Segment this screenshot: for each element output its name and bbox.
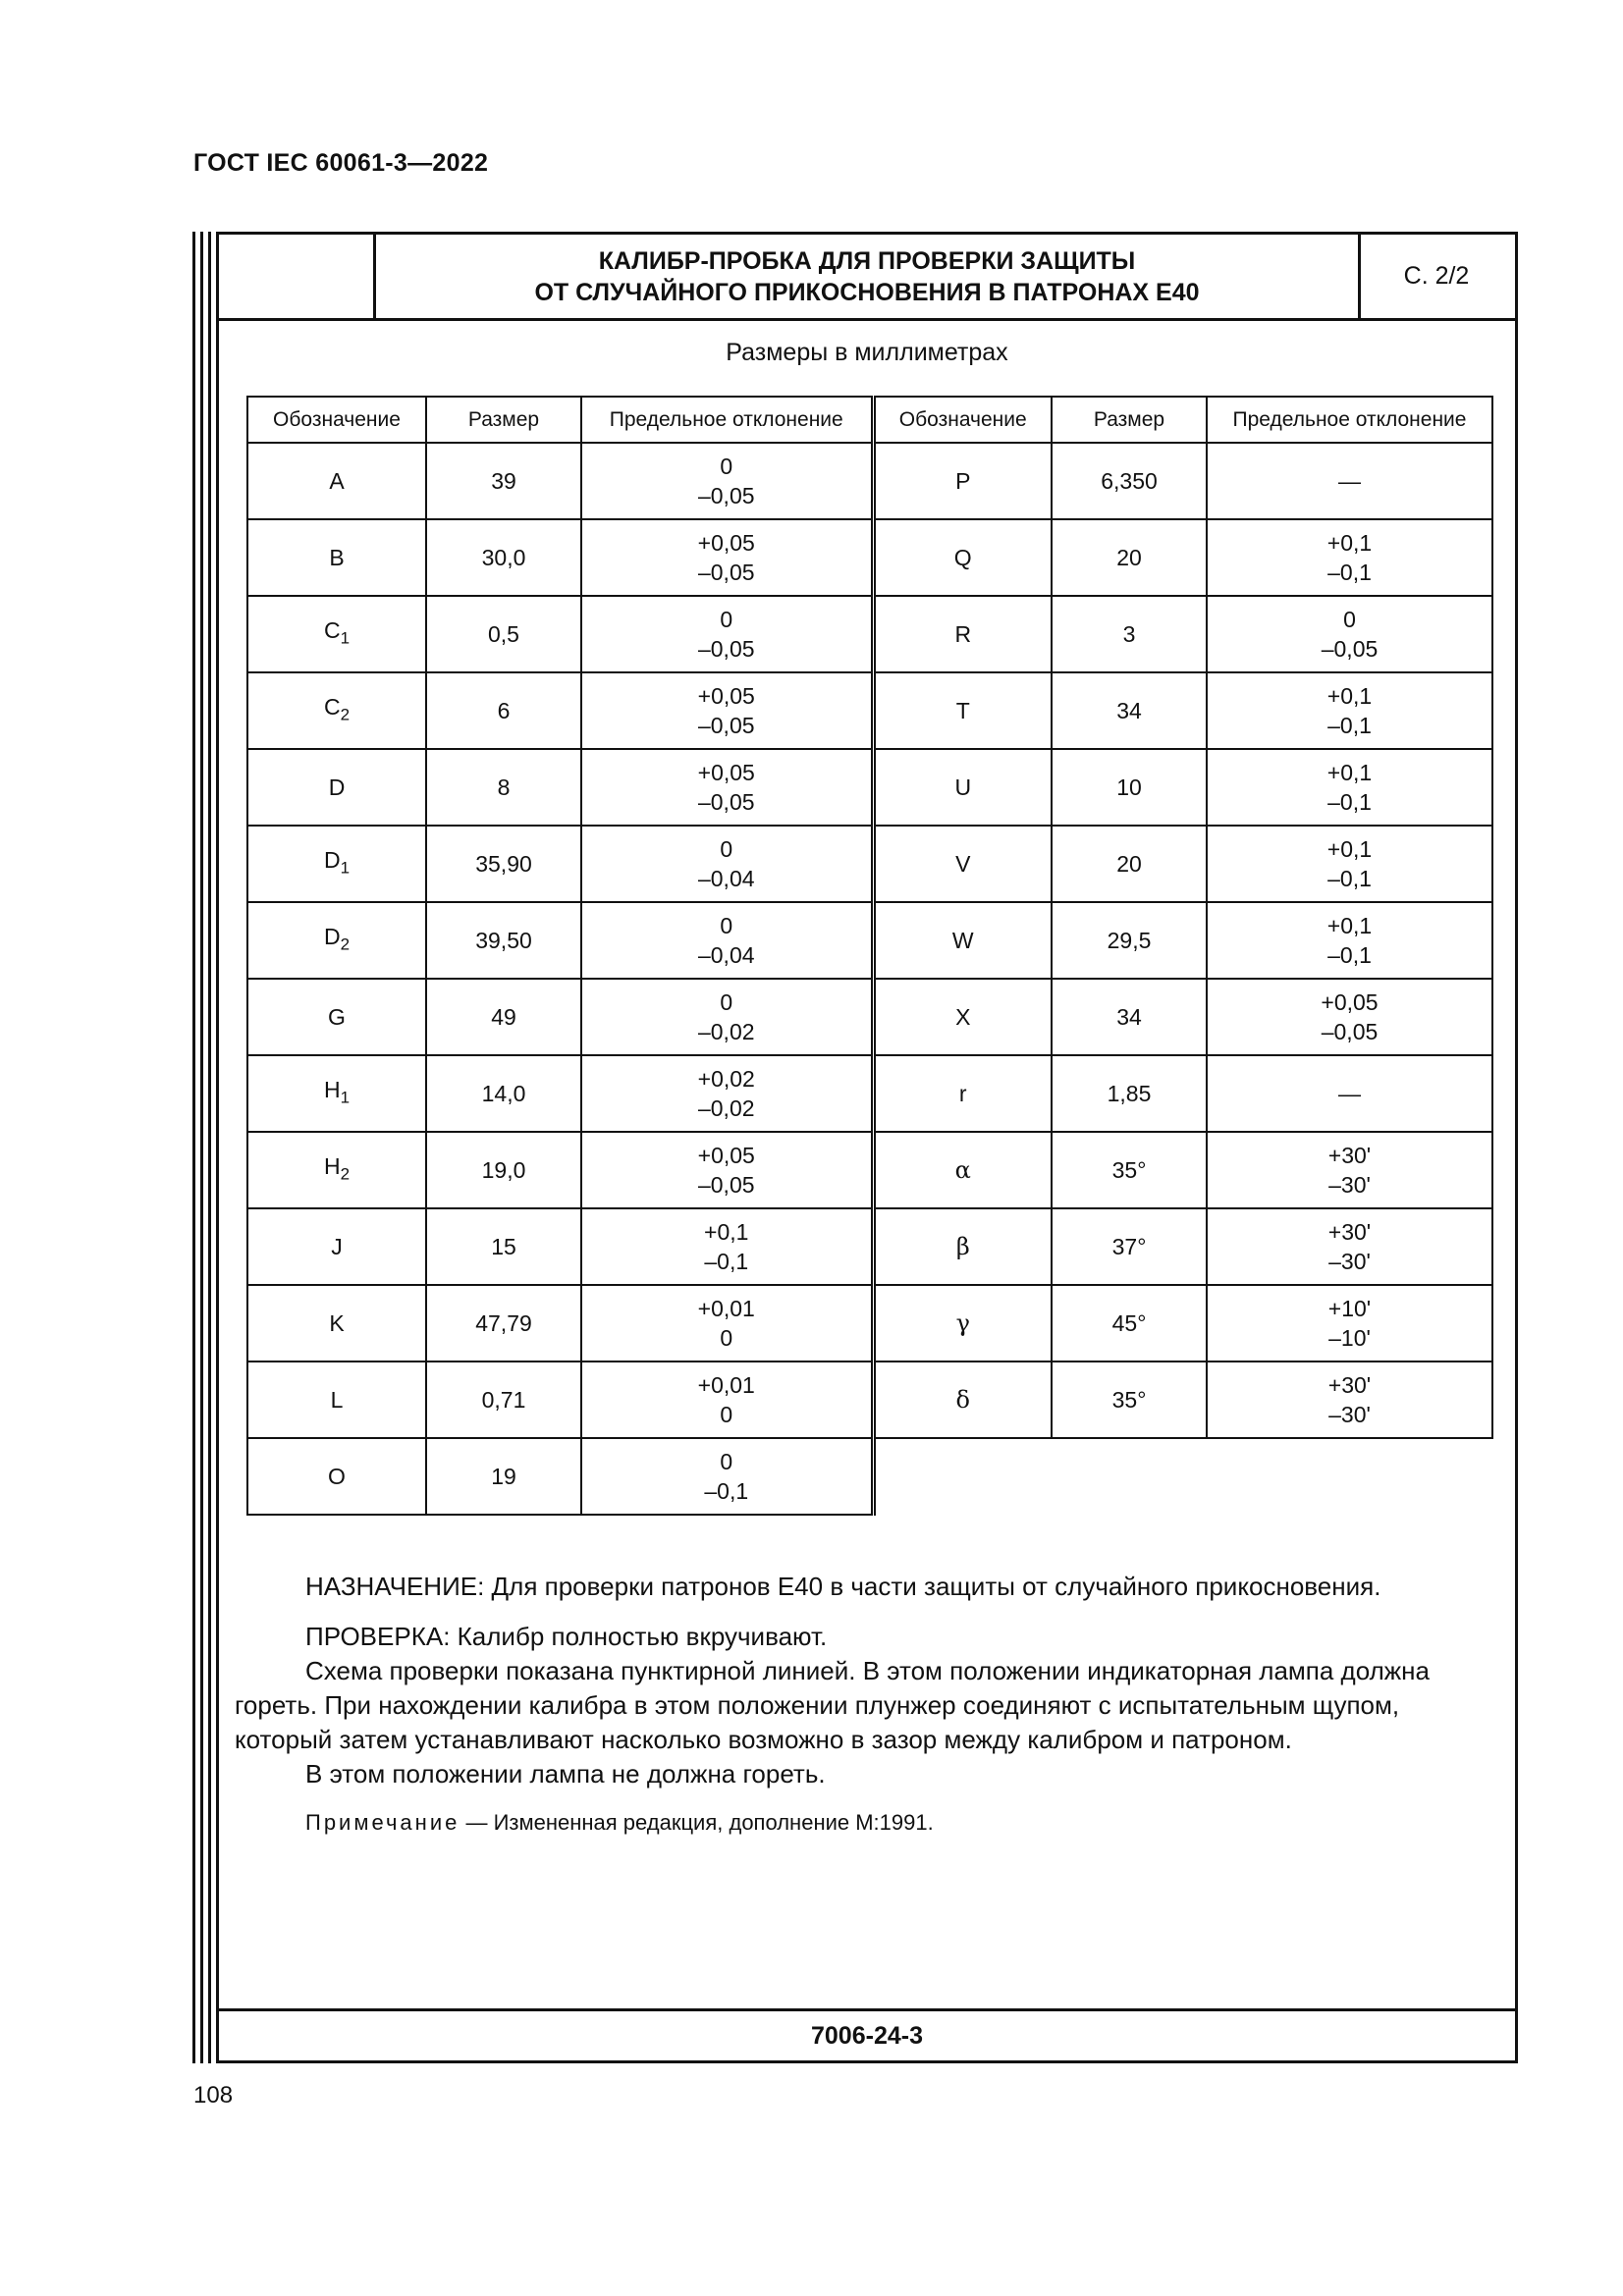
- designation-cell: [247, 1132, 426, 1208]
- dimensions-table: [246, 396, 1493, 1516]
- tolerance-lower: –0,05: [1321, 636, 1379, 662]
- tolerance-upper: 0: [720, 913, 733, 938]
- title-line-1: КАЛИБР-ПРОБКА ДЛЯ ПРОВЕРКИ ЗАЩИТЫ: [598, 246, 1136, 275]
- header-blank-cell: [219, 235, 376, 318]
- tolerance-cell: [1207, 519, 1492, 596]
- size-cell: 34: [1052, 672, 1207, 749]
- empty-cell: [873, 1438, 1052, 1515]
- tolerance-upper: +0,05: [697, 1143, 755, 1168]
- gauge-sheet: [216, 232, 1518, 2063]
- designation-cell: [873, 519, 1052, 596]
- designation-subscript: 2: [340, 1164, 351, 1184]
- tolerance-cell: [581, 1055, 873, 1132]
- tolerance-lower: –0,05: [697, 636, 755, 662]
- designation-cell: [873, 443, 1052, 519]
- designation-symbol: J: [331, 1234, 343, 1259]
- designation-subscript: 1: [340, 1088, 351, 1107]
- designation-cell: [247, 1055, 426, 1132]
- tolerance-lower: 0: [720, 1402, 733, 1427]
- remark-text: — Измененная редакция, дополнение М:1991.: [460, 1810, 934, 1835]
- tolerance-upper: +0,1: [1326, 760, 1373, 785]
- size-cell: 1,85: [1052, 1055, 1207, 1132]
- size-cell: 35°: [1052, 1132, 1207, 1208]
- table-row: [247, 826, 1492, 902]
- designation-symbol: V: [955, 851, 971, 877]
- lamp-text: В этом положении лампа не должна гореть.: [305, 1759, 826, 1789]
- tolerance-cell: [1207, 1208, 1492, 1285]
- size-cell: 8: [426, 749, 581, 826]
- size-cell: 29,5: [1052, 902, 1207, 979]
- tolerance-upper: 0: [720, 1449, 733, 1474]
- check-text: ПРОВЕРКА: Калибр полностью вкручивают.: [305, 1622, 828, 1651]
- notes-block: [235, 1570, 1499, 1840]
- tolerance-upper: +30': [1327, 1219, 1372, 1245]
- tolerance-cell: [1207, 979, 1492, 1055]
- designation-symbol: L: [330, 1387, 344, 1413]
- table-row: [247, 749, 1492, 826]
- size-cell: 39: [426, 443, 581, 519]
- designation-cell: [873, 1132, 1052, 1208]
- tolerance-upper: +0,02: [697, 1066, 755, 1092]
- tolerance-cell: [581, 826, 873, 902]
- column-header: Размер: [1052, 397, 1207, 443]
- table-header-row: [247, 397, 1492, 443]
- tolerance-lower: –0,1: [1327, 713, 1372, 738]
- tolerance-upper: +0,05: [697, 760, 755, 785]
- tolerance-upper: +0,1: [1326, 530, 1373, 556]
- designation-symbol: r: [958, 1081, 967, 1106]
- tolerance-upper: +0,05: [697, 530, 755, 556]
- designation-symbol: R: [954, 621, 972, 647]
- designation-cell: [873, 902, 1052, 979]
- tolerance-cell: [1207, 749, 1492, 826]
- tolerance-upper: +10': [1327, 1296, 1372, 1321]
- tolerance-upper: —: [1338, 1081, 1361, 1106]
- designation-cell: [247, 749, 426, 826]
- table-row: [247, 1208, 1492, 1285]
- size-cell: 14,0: [426, 1055, 581, 1132]
- designation-symbol: K: [329, 1310, 345, 1336]
- designation-cell: [873, 1208, 1052, 1285]
- tolerance-lower: 0: [720, 1325, 733, 1351]
- table-row: [247, 519, 1492, 596]
- designation-symbol: G: [328, 1004, 346, 1030]
- sheet-footer-code: 7006-24-3: [219, 2008, 1515, 2060]
- column-header: Обозначение: [247, 397, 426, 443]
- designation-cell: [247, 596, 426, 672]
- tolerance-lower: –0,1: [1327, 866, 1372, 891]
- tolerance-cell: [581, 1132, 873, 1208]
- designation-cell: [247, 979, 426, 1055]
- column-header: Предельное отклонение: [581, 397, 873, 443]
- tolerance-cell: [1207, 596, 1492, 672]
- tolerance-lower: –0,1: [1327, 789, 1372, 815]
- designation-symbol: δ: [955, 1386, 970, 1414]
- designation-cell: [247, 902, 426, 979]
- tolerance-lower: –10': [1328, 1325, 1371, 1351]
- designation-cell: [247, 1208, 426, 1285]
- tolerance-upper: +0,05: [697, 683, 755, 709]
- column-header: Размер: [426, 397, 581, 443]
- document-code: ГОСТ IEC 60061-3—2022: [193, 149, 489, 177]
- tolerance-upper: +0,1: [1326, 836, 1373, 862]
- tolerance-lower: –0,05: [697, 713, 755, 738]
- table-row: [247, 1362, 1492, 1438]
- tolerance-cell: [581, 902, 873, 979]
- tolerance-cell: [581, 1285, 873, 1362]
- remark-label: Примечание: [305, 1810, 460, 1835]
- table-row: [247, 443, 1492, 519]
- tolerance-upper: +0,01: [697, 1296, 755, 1321]
- size-cell: 49: [426, 979, 581, 1055]
- tolerance-cell: [1207, 902, 1492, 979]
- tolerance-cell: [581, 443, 873, 519]
- size-cell: 34: [1052, 979, 1207, 1055]
- designation-symbol: H: [323, 1076, 341, 1102]
- tolerance-cell: [581, 749, 873, 826]
- tolerance-cell: [581, 979, 873, 1055]
- size-cell: 39,50: [426, 902, 581, 979]
- tolerance-lower: –0,02: [697, 1019, 755, 1044]
- tolerance-lower: –0,1: [704, 1478, 749, 1504]
- designation-symbol: O: [328, 1464, 346, 1489]
- tolerance-cell: [581, 1208, 873, 1285]
- designation-symbol: γ: [955, 1309, 970, 1337]
- size-cell: 30,0: [426, 519, 581, 596]
- tolerance-cell: [1207, 1132, 1492, 1208]
- binding-line: [200, 232, 203, 2063]
- designation-symbol: P: [955, 468, 971, 494]
- tolerance-cell: [581, 1362, 873, 1438]
- designation-cell: [247, 672, 426, 749]
- size-cell: 20: [1052, 519, 1207, 596]
- table-row: [247, 1055, 1492, 1132]
- tolerance-upper: —: [1338, 468, 1361, 494]
- binding-line: [208, 232, 211, 2063]
- table-row: [247, 979, 1492, 1055]
- tolerance-upper: +0,1: [1326, 683, 1373, 709]
- designation-cell: [247, 1362, 426, 1438]
- tolerance-lower: –30': [1328, 1249, 1371, 1274]
- tolerance-upper: +0,1: [1326, 913, 1373, 938]
- designation-cell: [247, 443, 426, 519]
- sheet-title: [376, 235, 1361, 318]
- table-row: [247, 1285, 1492, 1362]
- designation-cell: [873, 1055, 1052, 1132]
- size-cell: 0,5: [426, 596, 581, 672]
- units-caption: Размеры в миллиметрах: [726, 339, 1008, 366]
- designation-symbol: B: [329, 545, 345, 570]
- binding-line: [192, 232, 195, 2063]
- designation-symbol: T: [955, 698, 970, 723]
- size-cell: 15: [426, 1208, 581, 1285]
- page-number: 108: [193, 2082, 234, 2109]
- size-cell: 35°: [1052, 1362, 1207, 1438]
- tolerance-cell: [581, 519, 873, 596]
- empty-cell: [1052, 1438, 1207, 1515]
- designation-symbol: D: [323, 923, 341, 949]
- tolerance-upper: +0,01: [697, 1372, 755, 1398]
- designation-symbol: C: [323, 616, 341, 643]
- size-cell: 20: [1052, 826, 1207, 902]
- sheet-header: [219, 235, 1515, 321]
- tolerance-lower: –0,05: [1321, 1019, 1379, 1044]
- column-header: Обозначение: [873, 397, 1052, 443]
- designation-symbol: D: [323, 846, 341, 873]
- size-cell: 6: [426, 672, 581, 749]
- size-cell: 10: [1052, 749, 1207, 826]
- table-row: [247, 1132, 1492, 1208]
- designation-symbol: D: [328, 774, 346, 800]
- size-cell: 0,71: [426, 1362, 581, 1438]
- table-row: [247, 596, 1492, 672]
- purpose-text: НАЗНАЧЕНИЕ: Для проверки патронов Е40 в части защиты от случайного прикосновения.: [305, 1572, 1381, 1601]
- title-line-2: ОТ СЛУЧАЙНОГО ПРИКОСНОВЕНИЯ В ПАТРОНАХ Е40: [534, 278, 1200, 306]
- tolerance-lower: –0,1: [704, 1249, 749, 1274]
- tolerance-lower: –0,1: [1327, 560, 1372, 585]
- size-cell: 47,79: [426, 1285, 581, 1362]
- tolerance-upper: 0: [720, 454, 733, 479]
- size-cell: 35,90: [426, 826, 581, 902]
- designation-subscript: 2: [340, 705, 351, 724]
- designation-cell: [873, 749, 1052, 826]
- tolerance-lower: –0,04: [697, 866, 755, 891]
- designation-cell: [247, 1285, 426, 1362]
- designation-symbol: C: [323, 693, 341, 720]
- table-row: [247, 902, 1492, 979]
- tolerance-lower: –0,05: [697, 560, 755, 585]
- tolerance-lower: –30': [1328, 1172, 1371, 1198]
- designation-subscript: 2: [340, 934, 351, 954]
- tolerance-lower: –0,02: [697, 1095, 755, 1121]
- tolerance-lower: –0,04: [697, 942, 755, 968]
- designation-cell: [873, 596, 1052, 672]
- designation-cell: [873, 826, 1052, 902]
- size-cell: 3: [1052, 596, 1207, 672]
- tolerance-cell: [1207, 672, 1492, 749]
- tolerance-upper: +0,1: [704, 1219, 749, 1245]
- designation-cell: [247, 519, 426, 596]
- tolerance-lower: –0,05: [697, 789, 755, 815]
- tolerance-upper: 0: [720, 836, 733, 862]
- sheet-number: С. 2/2: [1403, 262, 1470, 290]
- tolerance-upper: +30': [1327, 1143, 1372, 1168]
- designation-subscript: 1: [340, 628, 351, 648]
- column-header: Предельное отклонение: [1207, 397, 1492, 443]
- tolerance-upper: 0: [720, 989, 733, 1015]
- tolerance-upper: 0: [720, 607, 733, 632]
- designation-symbol: α: [954, 1156, 971, 1184]
- designation-symbol: H: [323, 1152, 341, 1179]
- designation-subscript: 1: [340, 858, 351, 878]
- designation-symbol: Q: [953, 545, 972, 570]
- size-cell: 37°: [1052, 1208, 1207, 1285]
- tolerance-upper: 0: [1343, 607, 1356, 632]
- designation-symbol: β: [955, 1233, 970, 1260]
- tolerance-upper: +30': [1327, 1372, 1372, 1398]
- empty-cell: [1207, 1438, 1492, 1515]
- tolerance-lower: –0,05: [697, 483, 755, 508]
- designation-cell: [873, 1362, 1052, 1438]
- tolerance-cell: [581, 1438, 873, 1515]
- designation-cell: [873, 672, 1052, 749]
- remark: [235, 1805, 1499, 1840]
- tolerance-upper: +0,05: [1321, 989, 1379, 1015]
- table-row: [247, 672, 1492, 749]
- tolerance-cell: [1207, 1055, 1492, 1132]
- tolerance-cell: [1207, 1285, 1492, 1362]
- scheme-text: Схема проверки показана пунктирной линией. В этом положении индикаторная лампа должна гореть. При нахождении калибра в этом положении плунжер соединяют с испытательным щупом, который затем устанавливают насколько возможно в зазор между калибром и патроном.: [235, 1656, 1431, 1754]
- designation-cell: [873, 979, 1052, 1055]
- tolerance-lower: –0,05: [697, 1172, 755, 1198]
- size-cell: 19: [426, 1438, 581, 1515]
- tolerance-cell: [1207, 443, 1492, 519]
- tolerance-cell: [581, 672, 873, 749]
- size-cell: 45°: [1052, 1285, 1207, 1362]
- tolerance-cell: [581, 596, 873, 672]
- designation-symbol: U: [954, 774, 972, 800]
- designation-cell: [247, 826, 426, 902]
- designation-symbol: W: [951, 928, 974, 953]
- tolerance-cell: [1207, 1362, 1492, 1438]
- designation-symbol: X: [955, 1004, 971, 1030]
- size-cell: 6,350: [1052, 443, 1207, 519]
- tolerance-lower: –30': [1328, 1402, 1371, 1427]
- designation-symbol: A: [329, 468, 345, 494]
- tolerance-cell: [1207, 826, 1492, 902]
- table-row: [247, 1438, 1492, 1515]
- designation-cell: [873, 1285, 1052, 1362]
- designation-cell: [247, 1438, 426, 1515]
- size-cell: 19,0: [426, 1132, 581, 1208]
- tolerance-lower: –0,1: [1327, 942, 1372, 968]
